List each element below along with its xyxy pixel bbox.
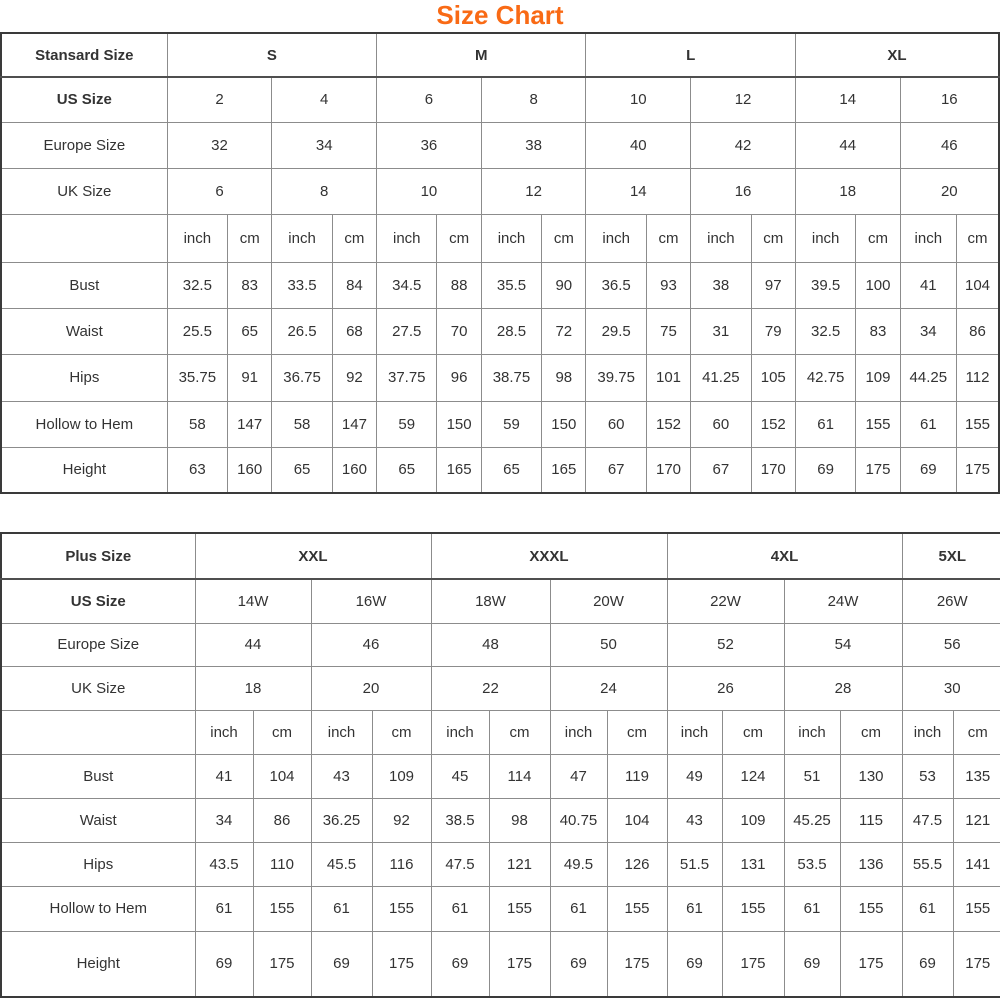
data-cell: 44 [195,623,311,666]
data-cell: 32 [167,122,272,168]
data-cell: 147 [228,401,272,447]
data-cell: 43.5 [195,842,253,886]
data-cell: 69 [900,447,956,493]
data-cell: 115 [840,798,902,842]
data-cell: 36.75 [272,354,332,401]
row-label-cell: Europe Size [1,122,167,168]
data-cell: 34 [900,308,956,354]
data-cell: 109 [856,354,900,401]
row-label-cell [1,214,167,262]
data-cell: 43 [311,754,372,798]
data-cell: 84 [332,262,376,308]
row-label-cell: UK Size [1,168,167,214]
row-label-cell: Waist [1,798,195,842]
data-cell: 18W [431,579,550,623]
data-cell: 50 [550,623,667,666]
size-group-header-cell: 5XL [902,533,1000,579]
data-cell: 90 [542,262,586,308]
data-cell: 69 [902,931,953,997]
table-title-cell: Stansard Size [1,33,167,77]
unit-header-cell: cm [840,710,902,754]
data-cell: 61 [795,401,855,447]
plus-size-table [0,532,1000,998]
unit-header-cell: inch [902,710,953,754]
data-cell: 54 [784,623,902,666]
data-cell: 175 [372,931,431,997]
unit-header-cell: inch [167,214,227,262]
data-cell: 51.5 [667,842,722,886]
data-cell: 86 [957,308,1000,354]
unit-header-cell: inch [795,214,855,262]
data-cell: 32.5 [795,308,855,354]
data-cell: 69 [667,931,722,997]
data-cell: 96 [437,354,481,401]
data-cell: 39.75 [586,354,646,401]
row-label-cell: UK Size [1,666,195,710]
size-group-header-cell: M [377,33,586,77]
data-cell: 68 [332,308,376,354]
unit-header-cell: cm [542,214,586,262]
data-cell: 48 [431,623,550,666]
data-cell: 150 [437,401,481,447]
data-cell: 155 [953,886,1000,931]
data-cell: 24W [784,579,902,623]
data-cell: 175 [840,931,902,997]
data-cell: 110 [253,842,311,886]
data-cell: 155 [253,886,311,931]
data-cell: 8 [481,77,586,122]
data-cell: 43 [667,798,722,842]
unit-header-cell: inch [311,710,372,754]
data-cell: 30 [902,666,1000,710]
data-cell: 109 [722,798,784,842]
row-label-cell: US Size [1,77,167,122]
row-label-cell: Height [1,931,195,997]
data-cell: 121 [489,842,550,886]
data-cell: 59 [377,401,437,447]
data-cell: 65 [377,447,437,493]
unit-header-cell: inch [784,710,840,754]
data-cell: 40 [586,122,691,168]
unit-header-cell: cm [253,710,311,754]
data-cell: 170 [646,447,690,493]
data-cell: 10 [586,77,691,122]
data-cell: 38 [481,122,586,168]
unit-header-cell: inch [691,214,751,262]
data-cell: 155 [372,886,431,931]
data-cell: 124 [722,754,784,798]
data-cell: 67 [586,447,646,493]
data-cell: 36 [377,122,482,168]
row-label-cell: Hips [1,842,195,886]
unit-header-cell: cm [856,214,900,262]
data-cell: 35.5 [481,262,541,308]
data-cell: 135 [953,754,1000,798]
data-cell: 26W [902,579,1000,623]
data-cell: 175 [253,931,311,997]
data-cell: 49 [667,754,722,798]
data-cell: 70 [437,308,481,354]
data-cell: 104 [253,754,311,798]
data-cell: 8 [272,168,377,214]
size-group-header-cell: S [167,33,376,77]
data-cell: 92 [372,798,431,842]
data-cell: 33.5 [272,262,332,308]
data-cell: 12 [691,77,796,122]
row-label-cell: Bust [1,262,167,308]
data-cell: 105 [751,354,795,401]
data-cell: 131 [722,842,784,886]
data-cell: 69 [795,447,855,493]
data-cell: 61 [784,886,840,931]
data-cell: 65 [272,447,332,493]
data-cell: 101 [646,354,690,401]
data-cell: 18 [195,666,311,710]
unit-header-cell: cm [751,214,795,262]
data-cell: 155 [957,401,1000,447]
data-cell: 58 [272,401,332,447]
data-cell: 20 [311,666,431,710]
data-cell: 114 [489,754,550,798]
data-cell: 14 [586,168,691,214]
unit-header-cell: cm [722,710,784,754]
size-group-header-cell: 4XL [667,533,902,579]
data-cell: 61 [195,886,253,931]
data-cell: 45.25 [784,798,840,842]
data-cell: 47.5 [431,842,489,886]
data-cell: 41.25 [691,354,751,401]
unit-header-cell: cm [228,214,272,262]
data-cell: 119 [607,754,667,798]
data-cell: 155 [722,886,784,931]
data-cell: 165 [437,447,481,493]
data-cell: 109 [372,754,431,798]
data-cell: 175 [607,931,667,997]
data-cell: 175 [953,931,1000,997]
data-cell: 116 [372,842,431,886]
data-cell: 93 [646,262,690,308]
data-cell: 155 [856,401,900,447]
data-cell: 37.75 [377,354,437,401]
data-cell: 69 [311,931,372,997]
size-group-header-cell: XXXL [431,533,667,579]
data-cell: 160 [228,447,272,493]
data-cell: 61 [902,886,953,931]
data-cell: 69 [784,931,840,997]
data-cell: 20 [900,168,999,214]
data-cell: 53.5 [784,842,840,886]
data-cell: 6 [377,77,482,122]
data-cell: 24 [550,666,667,710]
data-cell: 69 [195,931,253,997]
data-cell: 47.5 [902,798,953,842]
data-cell: 61 [900,401,956,447]
data-cell: 40.75 [550,798,607,842]
data-cell: 126 [607,842,667,886]
data-cell: 63 [167,447,227,493]
row-label-cell: Hollow to Hem [1,886,195,931]
data-cell: 10 [377,168,482,214]
size-group-header-cell: L [586,33,795,77]
data-cell: 36.25 [311,798,372,842]
row-label-cell: Hips [1,354,167,401]
data-cell: 83 [228,262,272,308]
data-cell: 55.5 [902,842,953,886]
data-cell: 155 [489,886,550,931]
data-cell: 61 [550,886,607,931]
unit-header-cell: inch [377,214,437,262]
data-cell: 47 [550,754,607,798]
unit-header-cell: cm [372,710,431,754]
data-cell: 14W [195,579,311,623]
data-cell: 88 [437,262,481,308]
unit-header-cell: inch [431,710,489,754]
row-label-cell: Hollow to Hem [1,401,167,447]
data-cell: 36.5 [586,262,646,308]
unit-header-cell: cm [646,214,690,262]
data-cell: 72 [542,308,586,354]
row-label-cell: Height [1,447,167,493]
unit-header-cell: cm [332,214,376,262]
data-cell: 60 [691,401,751,447]
data-cell: 59 [481,401,541,447]
data-cell: 38 [691,262,751,308]
data-cell: 42.75 [795,354,855,401]
data-cell: 60 [586,401,646,447]
data-cell: 130 [840,754,902,798]
unit-header-cell: inch [586,214,646,262]
data-cell: 46 [311,623,431,666]
data-cell: 16 [691,168,796,214]
data-cell: 41 [900,262,956,308]
data-cell: 20W [550,579,667,623]
data-cell: 27.5 [377,308,437,354]
data-cell: 92 [332,354,376,401]
standard-size-table [0,32,1000,494]
data-cell: 75 [646,308,690,354]
data-cell: 22 [431,666,550,710]
data-cell: 141 [953,842,1000,886]
data-cell: 6 [167,168,272,214]
data-cell: 69 [550,931,607,997]
table-gap [0,494,1000,532]
data-cell: 61 [311,886,372,931]
data-cell: 4 [272,77,377,122]
data-cell: 16 [900,77,999,122]
unit-header-cell: cm [437,214,481,262]
unit-header-cell: cm [607,710,667,754]
data-cell: 175 [957,447,1000,493]
unit-header-cell: inch [900,214,956,262]
data-cell: 147 [332,401,376,447]
data-cell: 2 [167,77,272,122]
data-cell: 86 [253,798,311,842]
data-cell: 155 [840,886,902,931]
data-cell: 46 [900,122,999,168]
data-cell: 91 [228,354,272,401]
data-cell: 42 [691,122,796,168]
data-cell: 31 [691,308,751,354]
size-group-header-cell: XL [795,33,999,77]
unit-header-cell: inch [550,710,607,754]
row-label-cell: US Size [1,579,195,623]
row-label-cell: Bust [1,754,195,798]
data-cell: 28 [784,666,902,710]
data-cell: 98 [489,798,550,842]
data-cell: 29.5 [586,308,646,354]
data-cell: 34.5 [377,262,437,308]
data-cell: 38.5 [431,798,489,842]
data-cell: 79 [751,308,795,354]
data-cell: 152 [646,401,690,447]
unit-header-cell: inch [667,710,722,754]
unit-header-cell: cm [953,710,1000,754]
data-cell: 97 [751,262,795,308]
data-cell: 58 [167,401,227,447]
data-cell: 49.5 [550,842,607,886]
unit-header-cell: inch [195,710,253,754]
data-cell: 175 [489,931,550,997]
data-cell: 45 [431,754,489,798]
data-cell: 152 [751,401,795,447]
data-cell: 52 [667,623,784,666]
data-cell: 26 [667,666,784,710]
data-cell: 150 [542,401,586,447]
data-cell: 35.75 [167,354,227,401]
size-group-header-cell: XXL [195,533,431,579]
data-cell: 65 [481,447,541,493]
data-cell: 28.5 [481,308,541,354]
data-cell: 39.5 [795,262,855,308]
data-cell: 155 [607,886,667,931]
data-cell: 18 [795,168,900,214]
data-cell: 34 [272,122,377,168]
data-cell: 175 [856,447,900,493]
data-cell: 44 [795,122,900,168]
data-cell: 136 [840,842,902,886]
data-cell: 53 [902,754,953,798]
row-label-cell: Waist [1,308,167,354]
data-cell: 165 [542,447,586,493]
data-cell: 25.5 [167,308,227,354]
unit-header-cell: inch [481,214,541,262]
unit-header-cell: inch [272,214,332,262]
data-cell: 175 [722,931,784,997]
data-cell: 83 [856,308,900,354]
data-cell: 14 [795,77,900,122]
unit-header-cell: cm [957,214,1000,262]
data-cell: 100 [856,262,900,308]
data-cell: 160 [332,447,376,493]
data-cell: 170 [751,447,795,493]
data-cell: 34 [195,798,253,842]
row-label-cell: Europe Size [1,623,195,666]
data-cell: 16W [311,579,431,623]
data-cell: 44.25 [900,354,956,401]
page-title: Size Chart [436,0,564,30]
data-cell: 61 [667,886,722,931]
data-cell: 65 [228,308,272,354]
data-cell: 32.5 [167,262,227,308]
data-cell: 56 [902,623,1000,666]
data-cell: 104 [957,262,1000,308]
data-cell: 112 [957,354,1000,401]
data-cell: 121 [953,798,1000,842]
data-cell: 12 [481,168,586,214]
data-cell: 98 [542,354,586,401]
table-title-cell: Plus Size [1,533,195,579]
data-cell: 61 [431,886,489,931]
data-cell: 41 [195,754,253,798]
data-cell: 38.75 [481,354,541,401]
data-cell: 51 [784,754,840,798]
data-cell: 45.5 [311,842,372,886]
unit-header-cell: cm [489,710,550,754]
data-cell: 26.5 [272,308,332,354]
data-cell: 104 [607,798,667,842]
data-cell: 69 [431,931,489,997]
data-cell: 67 [691,447,751,493]
data-cell: 22W [667,579,784,623]
row-label-cell [1,710,195,754]
